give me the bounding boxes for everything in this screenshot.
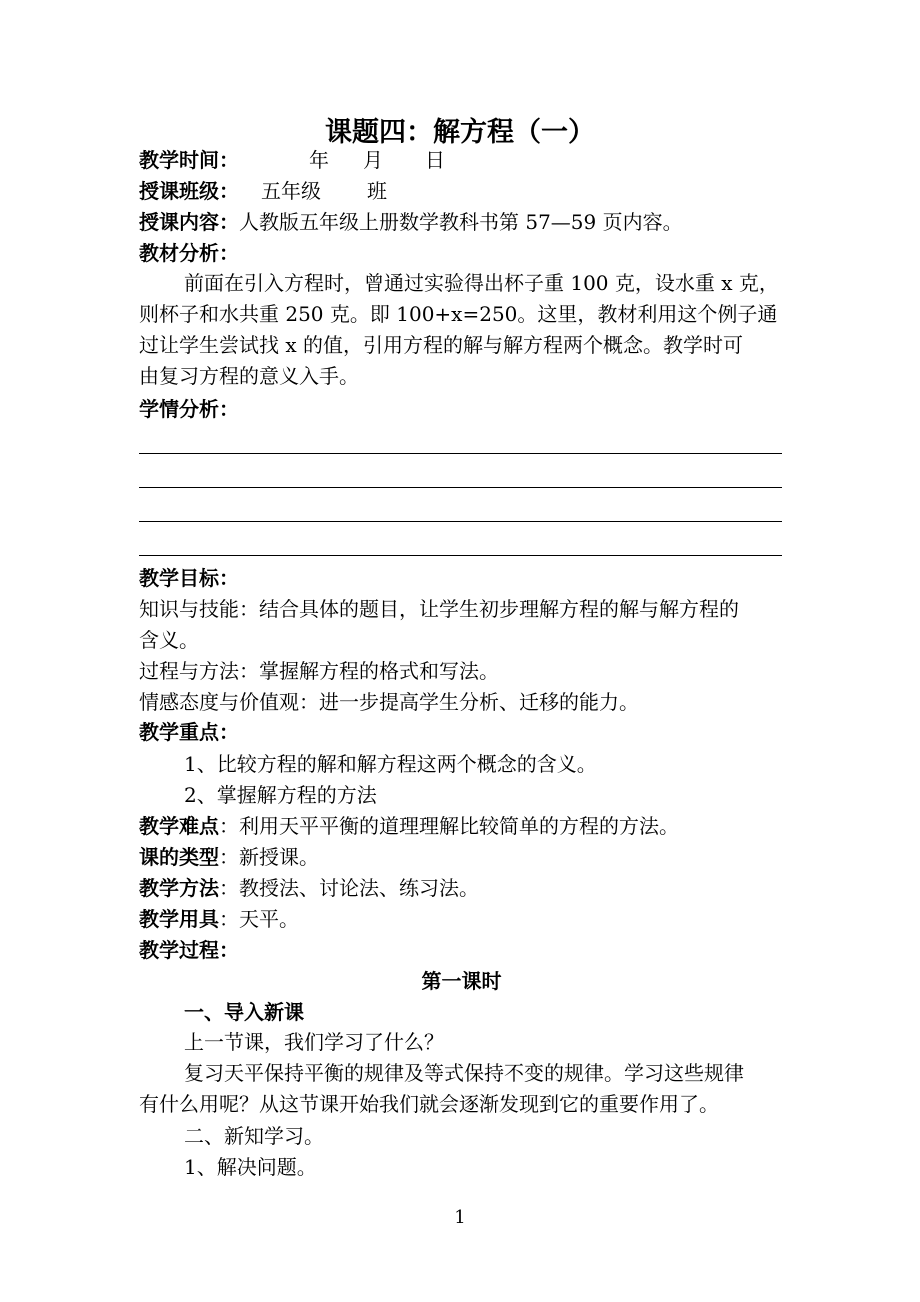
material-label: 教材分析：: [139, 241, 239, 265]
difficulty-row: [139, 811, 784, 841]
day-field: 日: [425, 148, 445, 172]
key-item: 1、比较方程的解和解方程这两个概念的含义。: [184, 752, 597, 776]
class-label: 授课班级：: [139, 179, 239, 203]
material-line: 过让学生尝试找 x 的值，引用方程的解与解方程两个概念。教学时可: [139, 333, 743, 357]
difficulty-label: 教学难点: [139, 814, 219, 838]
students-label: 学情分析：: [139, 397, 239, 421]
goals-line: 知识与技能：结合具体的题目，让学生初步理解方程的解与解方程的: [139, 597, 739, 621]
goals-line: 情感态度与价值观：进一步提高学生分析、迁移的能力。: [139, 690, 639, 714]
goals-label: 教学目标：: [139, 566, 239, 590]
content-text: 人教版五年级上册数学教科书第 57—59 页内容。: [239, 210, 683, 234]
intro-heading: 一、导入新课: [184, 1000, 304, 1024]
blank-rule: [139, 521, 782, 522]
method-row: [139, 873, 784, 903]
goals-line: 过程与方法：掌握解方程的格式和写法。: [139, 659, 499, 683]
intro-line: 复习天平保持平衡的规律及等式保持不变的规律。学习这些规律: [184, 1061, 744, 1085]
difficulty-text: ：利用天平平衡的道理理解比较简单的方程的方法。: [219, 814, 679, 838]
year-field: 年: [309, 148, 329, 172]
ban-value: 班: [367, 179, 387, 203]
method-text: ：教授法、讨论法、练习法。: [219, 876, 479, 900]
intro-line: 上一节课，我们学习了什么？: [184, 1030, 444, 1054]
material-line: 前面在引入方程时，曾通过实验得出杯子重 100 克，设水重 x 克，: [184, 271, 779, 295]
process-label: 教学过程：: [139, 938, 239, 962]
first-lesson-heading: 第一课时: [421, 969, 502, 993]
document-title: 课题四：解方程（一）: [325, 117, 595, 148]
tools-row: [139, 904, 784, 934]
material-line: 则杯子和水共重 250 克。即 100+x=250。这里，教材利用这个例子通: [139, 302, 778, 326]
goals-line: 含义。: [139, 628, 199, 652]
key-label: 教学重点：: [139, 720, 239, 744]
key-item: 2、掌握解方程的方法: [184, 783, 377, 807]
new-knowledge-item: 1、解决问题。: [184, 1155, 317, 1179]
tools-label: 教学用具: [139, 907, 219, 931]
content-label: 授课内容：: [139, 210, 239, 234]
page-number: 1: [454, 1207, 466, 1228]
tools-text: ：天平。: [219, 907, 299, 931]
lesson-type-label: 课的类型: [139, 845, 219, 869]
new-knowledge-heading: 二、新知学习。: [184, 1124, 324, 1148]
teach-time-label: 教学时间：: [139, 148, 239, 172]
class-row: [139, 176, 784, 206]
blank-rule: [139, 487, 782, 488]
material-line: 由复习方程的意义入手。: [139, 364, 359, 388]
method-label: 教学方法: [139, 876, 219, 900]
content-row: [139, 207, 784, 237]
lesson-type-text: ：新授课。: [219, 845, 319, 869]
blank-rule: [139, 453, 782, 454]
grade-value: 五年级: [261, 179, 321, 203]
month-field: 月: [363, 148, 383, 172]
lesson-type-row: [139, 842, 784, 872]
intro-line: 有什么用呢？从这节课开始我们就会逐渐发现到它的重要作用了。: [139, 1092, 719, 1116]
blank-rule: [139, 555, 782, 556]
teach-time-row: [139, 145, 784, 175]
